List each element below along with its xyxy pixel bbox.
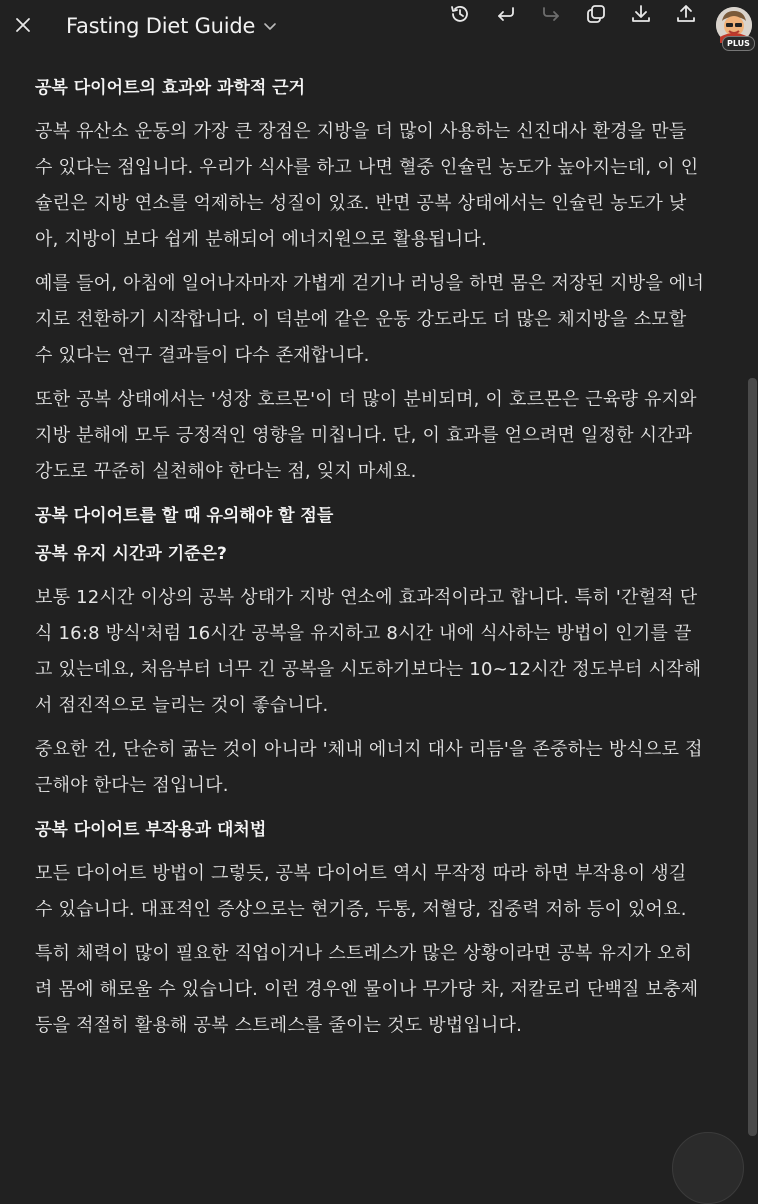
paragraph: 예를 들어, 아침에 일어나자마자 가볍게 걷기나 러닝을 하면 몸은 저장된 지방을 에너지로 전환하기 시작합니다. 이 덕분에 같은 운동 강도라도 더 많은 체지방을 소모할 수 있다는 연구 결과들이 다수 존재합니다. [35, 273, 705, 366]
paragraph: 또한 공복 상태에서는 '성장 호르몬'이 더 많이 분비되며, 이 호르몬은 근육량 유지와 지방 분해에 모두 긍정적인 영향을 미칩니다. 단, 이 효과를 얻으려면 일정한 시간과 강도로 꾸준히 실천해야 한다는 점, 잊지 마세요. [35, 389, 697, 482]
heading-cautions: 공복 다이어트를 할 때 유의해야 할 점들 [35, 506, 334, 526]
document-title-dropdown[interactable] [66, 12, 277, 40]
close-button[interactable] [10, 12, 36, 38]
chevron-down-icon [263, 19, 277, 33]
paragraph: 중요한 건, 단순히 굶는 것이 아니라 '체내 에너지 대사 리듬'을 존중하는 방식으로 접근해야 한다는 점입니다. [35, 739, 703, 796]
heading-fasting-time: 공복 유지 시간과 기준은? [35, 544, 227, 564]
paragraph: 보통 12시간 이상의 공복 상태가 지방 연소에 효과적이라고 합니다. 특히 '간헐적 단식 16:8 방식'처럼 16시간 공복을 유지하고 8시간 내에 식사하는 방법이 인기를 끌고 있는데요, 처음부터 너무 긴 공복을 시도하기보다는 10~12시간 정도부터 시작해서 점진적으로 늘리는 것이 좋습니다. [35, 587, 702, 716]
undo-icon [495, 3, 517, 25]
history-icon [449, 3, 471, 25]
article-content [35, 70, 705, 1044]
paragraph: 모든 다이어트 방법이 그렇듯, 공복 다이어트 역시 무작정 따라 하면 부작용이 생길 수 있습니다. 대표적인 증상으로는 현기증, 두통, 저혈당, 집중력 저하 등이 있어요. [35, 863, 687, 920]
paragraph: 공복 유산소 운동의 가장 큰 장점은 지방을 더 많이 사용하는 신진대사 환경을 만들 수 있다는 점입니다. 우리가 식사를 하고 나면 혈중 인슐린 농도가 높아지는데, 이 인슐린은 지방 연소를 억제하는 성질이 있죠. 반면 공복 상태에서는 인슐린 농도가 낮아, 지방이 보다 쉽게 분해되어 에너지원으로 활용됩니다. [35, 121, 699, 250]
plus-badge: PLUS [722, 36, 755, 51]
copy-button[interactable] [582, 0, 610, 28]
paragraph: 특히 체력이 많이 필요한 직업이거나 스트레스가 많은 상황이라면 공복 유지가 오히려 몸에 해로울 수 있습니다. 이런 경우엔 물이나 무가당 차, 저칼로리 단백질 보충제 등을 적절히 활용해 공복 스트레스를 줄이는 것도 방법입니다. [35, 943, 699, 1036]
floating-action-button[interactable] [672, 1132, 744, 1204]
close-icon [14, 16, 32, 34]
redo-button[interactable] [537, 0, 565, 28]
heading-side-effects: 공복 다이어트 부작용과 대처법 [35, 820, 267, 840]
undo-button[interactable] [492, 0, 520, 28]
download-button[interactable] [627, 0, 655, 28]
download-icon [630, 3, 652, 25]
redo-icon [540, 3, 562, 25]
top-bar [0, 0, 758, 52]
history-button[interactable] [446, 0, 474, 28]
share-button[interactable] [672, 0, 700, 28]
heading-effects: 공복 다이어트의 효과와 과학적 근거 [35, 78, 306, 98]
copy-icon [585, 3, 607, 25]
document-title: Fasting Diet Guide [66, 14, 256, 38]
scrollbar-thumb[interactable] [748, 378, 757, 1136]
share-icon [675, 3, 697, 25]
